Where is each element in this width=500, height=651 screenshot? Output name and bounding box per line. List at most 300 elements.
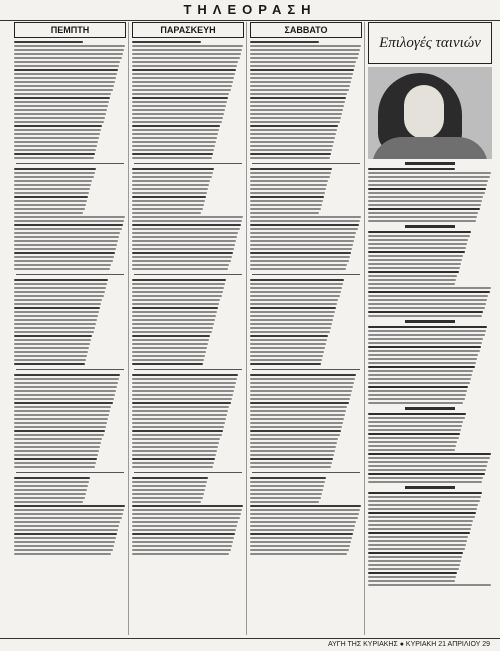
schedule-line xyxy=(132,49,242,51)
schedule-line xyxy=(14,355,87,357)
schedule-line xyxy=(250,133,336,135)
review-line xyxy=(368,425,462,427)
schedule-line xyxy=(250,204,322,206)
schedule-line xyxy=(250,359,322,361)
schedule-line xyxy=(250,117,341,119)
schedule-line xyxy=(250,422,343,424)
schedule-line xyxy=(14,489,87,491)
review-line xyxy=(368,192,485,194)
schedule-line xyxy=(14,208,85,210)
review-line xyxy=(368,378,471,380)
schedule-line xyxy=(14,279,108,281)
review-line xyxy=(368,338,483,340)
schedule-line xyxy=(132,200,205,202)
channel-divider xyxy=(134,472,242,473)
day-header-paraskevi: ΠΑΡΑΣΚΕΥΗ xyxy=(132,22,244,38)
day-header-savvato: ΣΑΒΒΑΤΟ xyxy=(250,22,362,38)
schedule-line xyxy=(132,545,232,547)
schedule-line xyxy=(14,200,87,202)
schedule-line xyxy=(250,497,321,499)
schedule-line xyxy=(14,129,101,131)
schedule-line xyxy=(250,41,319,43)
schedule-line xyxy=(14,446,100,448)
schedule-line xyxy=(14,228,122,230)
schedule-line xyxy=(132,93,229,95)
schedule-line xyxy=(14,323,96,325)
channel-divider xyxy=(134,274,242,275)
review-line xyxy=(368,200,482,202)
schedule-line xyxy=(250,287,342,289)
schedule-line xyxy=(250,446,336,448)
schedule-line xyxy=(132,446,218,448)
schedule-line xyxy=(250,65,355,67)
channel-divider xyxy=(252,472,360,473)
schedule-line xyxy=(250,248,352,250)
schedule-line xyxy=(132,45,243,47)
review-line xyxy=(368,196,483,198)
schedule-line xyxy=(14,256,114,258)
channel-divider xyxy=(134,369,242,370)
schedule-line xyxy=(14,117,105,119)
schedule-line xyxy=(132,303,219,305)
review-line xyxy=(368,524,472,526)
review-line xyxy=(368,449,455,451)
schedule-line xyxy=(132,149,214,151)
review-line xyxy=(368,576,456,578)
schedule-line xyxy=(132,121,222,123)
schedule-line xyxy=(250,260,349,262)
schedule-line xyxy=(14,414,109,416)
schedule-line xyxy=(14,335,92,337)
schedule-line xyxy=(14,137,99,139)
review-line xyxy=(368,560,461,562)
review-line xyxy=(368,283,455,285)
schedule-line xyxy=(250,545,350,547)
schedule-line xyxy=(250,541,351,543)
review-line xyxy=(368,374,472,376)
schedule-line xyxy=(14,291,105,293)
schedule-line xyxy=(132,430,223,432)
schedule-line xyxy=(132,81,233,83)
schedule-line xyxy=(132,462,214,464)
schedule-line xyxy=(14,157,94,159)
schedule-line xyxy=(250,323,332,325)
schedule-line xyxy=(132,176,212,178)
schedule-line xyxy=(132,537,234,539)
schedule-line xyxy=(132,192,207,194)
review-line xyxy=(368,208,480,210)
schedule-line xyxy=(14,521,120,523)
schedule-line xyxy=(250,105,344,107)
schedule-line xyxy=(250,434,340,436)
schedule-line xyxy=(14,73,117,75)
schedule-line xyxy=(250,220,360,222)
schedule-line xyxy=(250,252,351,254)
schedule-line xyxy=(132,85,232,87)
review-line xyxy=(368,247,466,249)
review-line xyxy=(368,267,460,269)
schedule-line xyxy=(132,343,208,345)
column-pempti xyxy=(12,22,129,635)
schedule-line xyxy=(132,180,210,182)
schedule-line xyxy=(250,244,353,246)
schedule-line xyxy=(250,477,326,479)
review-line xyxy=(368,413,466,415)
channel-divider xyxy=(252,369,360,370)
schedule-line xyxy=(250,410,346,412)
review-line xyxy=(368,176,490,178)
review-line xyxy=(368,303,486,305)
review-line xyxy=(368,330,486,332)
schedule-line xyxy=(132,541,233,543)
schedule-line xyxy=(250,315,334,317)
schedule-line xyxy=(14,430,105,432)
schedule-line xyxy=(14,299,102,301)
schedule-line xyxy=(14,386,117,388)
review-line xyxy=(368,334,485,336)
channel-divider xyxy=(16,163,124,164)
schedule-line xyxy=(250,327,331,329)
review-line xyxy=(368,580,455,582)
schedule-line xyxy=(250,402,349,404)
schedule-line xyxy=(250,398,350,400)
schedule-line xyxy=(14,149,96,151)
review-line xyxy=(368,311,483,313)
schedule-line xyxy=(132,172,213,174)
schedule-line xyxy=(14,105,108,107)
schedule-line xyxy=(132,374,238,376)
schedule-line xyxy=(14,410,110,412)
review-line xyxy=(368,441,457,443)
schedule-line xyxy=(250,180,328,182)
schedule-line xyxy=(132,89,231,91)
schedule-line xyxy=(14,529,118,531)
review-line xyxy=(368,350,480,352)
day-subheading xyxy=(405,320,455,323)
schedule-line xyxy=(14,466,95,468)
sidebar-title: Επιλογές ταινιών xyxy=(368,22,492,64)
schedule-line xyxy=(250,537,352,539)
sidebar-text xyxy=(368,162,492,586)
schedule-line xyxy=(132,208,203,210)
schedule-line xyxy=(14,545,114,547)
review-line xyxy=(368,188,486,190)
schedule-line xyxy=(14,438,102,440)
schedule-line xyxy=(14,505,125,507)
review-line xyxy=(368,251,465,253)
schedule-line xyxy=(250,125,338,127)
schedule-line xyxy=(14,454,98,456)
schedule-line xyxy=(132,113,224,115)
schedule-line xyxy=(250,216,361,218)
review-line xyxy=(368,291,490,293)
schedule-line xyxy=(132,549,231,551)
schedule-line xyxy=(14,45,125,47)
schedule-line xyxy=(132,394,233,396)
review-line xyxy=(368,362,476,364)
schedule-line xyxy=(132,525,237,527)
schedule-line xyxy=(14,351,88,353)
schedule-line xyxy=(250,505,361,507)
day-subheading xyxy=(405,225,455,228)
review-line xyxy=(368,504,478,506)
schedule-line xyxy=(14,319,97,321)
review-line xyxy=(368,172,491,174)
schedule-line xyxy=(250,549,349,551)
schedule-line xyxy=(250,438,338,440)
schedule-line xyxy=(250,208,321,210)
schedule-line xyxy=(14,283,107,285)
review-line xyxy=(368,461,488,463)
schedule-line xyxy=(132,311,217,313)
schedule-line xyxy=(132,232,238,234)
schedule-line xyxy=(250,501,319,503)
schedule-line xyxy=(14,485,88,487)
schedule-line xyxy=(250,153,331,155)
schedule-line xyxy=(250,319,333,321)
schedule-line xyxy=(14,442,101,444)
schedule-line xyxy=(14,192,89,194)
schedule-line xyxy=(250,509,360,511)
review-line xyxy=(368,421,463,423)
schedule-line xyxy=(250,268,346,270)
photo-face xyxy=(404,85,444,139)
schedule-line xyxy=(132,256,232,258)
schedule-line xyxy=(14,113,106,115)
review-line xyxy=(368,552,463,554)
schedule-line xyxy=(250,311,335,313)
review-line xyxy=(368,259,462,261)
schedule-line xyxy=(250,97,346,99)
schedule-line xyxy=(132,363,203,365)
schedule-line xyxy=(14,331,94,333)
column-savvato xyxy=(248,22,365,635)
schedule-line xyxy=(250,442,337,444)
schedule-line xyxy=(14,295,104,297)
review-line xyxy=(368,346,481,348)
schedule-line xyxy=(250,77,352,79)
schedule-line xyxy=(132,521,238,523)
schedule-line xyxy=(14,513,123,515)
review-line xyxy=(368,417,465,419)
schedule-line xyxy=(132,331,212,333)
schedule-line xyxy=(250,212,319,214)
schedule-line xyxy=(132,454,216,456)
schedule-line xyxy=(14,196,88,198)
schedule-line xyxy=(14,450,99,452)
schedule-line xyxy=(14,525,119,527)
schedule-line xyxy=(14,549,113,551)
schedule-line xyxy=(132,188,208,190)
schedule-line xyxy=(14,398,114,400)
schedule-line xyxy=(132,355,205,357)
review-line xyxy=(368,212,478,214)
schedule-line xyxy=(14,252,115,254)
schedule-line xyxy=(14,220,124,222)
schedule-line xyxy=(132,450,217,452)
schedule-line xyxy=(132,279,226,281)
schedule-line xyxy=(250,347,325,349)
schedule-line xyxy=(250,462,332,464)
schedule-line xyxy=(132,466,213,468)
schedule-line xyxy=(250,137,335,139)
schedule-line xyxy=(14,458,97,460)
schedule-line xyxy=(14,307,100,309)
schedule-line xyxy=(132,481,207,483)
schedule-line xyxy=(132,109,225,111)
schedule-line xyxy=(250,331,330,333)
schedule-line xyxy=(132,137,217,139)
review-line xyxy=(368,540,467,542)
schedule-line xyxy=(132,378,237,380)
schedule-line xyxy=(14,101,109,103)
schedule-line xyxy=(14,264,111,266)
schedule-line xyxy=(250,184,327,186)
schedule-line xyxy=(132,390,234,392)
schedule-line xyxy=(250,157,330,159)
schedule-line xyxy=(132,248,234,250)
review-line xyxy=(368,548,465,550)
day-subheading xyxy=(405,162,455,165)
schedule-line xyxy=(132,509,242,511)
schedule-line xyxy=(14,57,122,59)
schedule-line xyxy=(14,509,124,511)
schedule-line xyxy=(250,256,350,258)
schedule-line xyxy=(132,386,235,388)
review-line xyxy=(368,564,460,566)
schedule-line xyxy=(250,489,323,491)
schedule-line xyxy=(132,291,223,293)
schedule-line xyxy=(14,188,90,190)
schedule-line xyxy=(250,57,358,59)
schedule-line xyxy=(250,458,333,460)
schedule-line xyxy=(14,477,90,479)
schedule-line xyxy=(132,402,231,404)
schedule-line xyxy=(132,497,203,499)
schedule-line xyxy=(14,224,123,226)
review-line xyxy=(368,536,468,538)
schedule-line xyxy=(132,418,226,420)
schedule-line xyxy=(132,133,218,135)
schedule-line xyxy=(250,533,353,535)
schedule-line xyxy=(132,57,240,59)
review-line xyxy=(368,520,473,522)
schedule-line xyxy=(250,394,351,396)
review-line xyxy=(368,204,481,206)
schedule-line xyxy=(132,236,237,238)
schedule-line xyxy=(14,363,85,365)
review-line xyxy=(368,216,477,218)
schedule-line xyxy=(250,192,325,194)
schedule-line xyxy=(250,406,347,408)
schedule-line xyxy=(250,283,343,285)
schedule-line xyxy=(132,327,213,329)
schedule-line xyxy=(14,402,113,404)
review-line xyxy=(368,544,466,546)
schedule-line xyxy=(132,339,209,341)
schedule-line xyxy=(132,228,240,230)
schedule-line xyxy=(132,204,204,206)
schedule-line xyxy=(14,339,91,341)
schedule-line xyxy=(132,145,215,147)
schedule-line xyxy=(250,414,345,416)
schedule-line xyxy=(132,117,223,119)
schedule-line xyxy=(250,196,324,198)
day-header-pempti: ΠΕΜΠΤΗ xyxy=(14,22,126,38)
schedule-line xyxy=(14,481,89,483)
channel-divider xyxy=(16,472,124,473)
channel-divider xyxy=(16,274,124,275)
schedule-line xyxy=(132,61,238,63)
page-footer: ΑΥΓΗ ΤΗΣ ΚΥΡΙΑΚΗΣ ● ΚΥΡΙΑΚΗ 21 ΑΠΡΙΛΙΟΥ 29 xyxy=(0,638,500,651)
schedule-line xyxy=(14,394,115,396)
review-line xyxy=(368,508,477,510)
schedule-line xyxy=(14,236,119,238)
review-line xyxy=(368,235,470,237)
schedule-line xyxy=(14,180,92,182)
schedule-line xyxy=(250,279,344,281)
schedule-line xyxy=(132,105,226,107)
schedule-line xyxy=(132,315,216,317)
review-line xyxy=(368,184,487,186)
schedule-line xyxy=(250,307,336,309)
schedule-line xyxy=(132,196,206,198)
review-line xyxy=(368,516,475,518)
schedule-line xyxy=(14,125,102,127)
schedule-line xyxy=(132,244,235,246)
schedule-line xyxy=(14,204,86,206)
schedule-line xyxy=(14,172,95,174)
schedule-line xyxy=(132,493,204,495)
schedule-line xyxy=(132,69,236,71)
schedule-line xyxy=(132,319,215,321)
schedule-line xyxy=(14,141,98,143)
review-line xyxy=(368,382,470,384)
schedule-line xyxy=(132,529,236,531)
schedule-line xyxy=(14,184,91,186)
review-line xyxy=(368,358,477,360)
review-line xyxy=(368,445,456,447)
schedule-line xyxy=(250,89,349,91)
schedule-line xyxy=(14,212,83,214)
review-line xyxy=(368,263,461,265)
schedule-line xyxy=(132,97,228,99)
schedule-line xyxy=(14,81,115,83)
schedule-line xyxy=(14,406,111,408)
schedule-line xyxy=(14,53,123,55)
review-line xyxy=(368,512,476,514)
schedule-line xyxy=(132,553,229,555)
schedule-line xyxy=(14,434,104,436)
schedule-line xyxy=(250,109,343,111)
schedule-line xyxy=(250,426,342,428)
review-line xyxy=(368,299,487,301)
review-line xyxy=(368,481,482,483)
schedule-line xyxy=(14,390,116,392)
schedule-line xyxy=(250,335,328,337)
review-line xyxy=(368,307,485,309)
schedule-line xyxy=(14,493,86,495)
schedule-line xyxy=(14,517,122,519)
schedule-line xyxy=(250,49,360,51)
schedule-line xyxy=(132,268,228,270)
schedule-line xyxy=(14,359,86,361)
review-line xyxy=(368,477,483,479)
schedule-line xyxy=(132,287,224,289)
schedule-line xyxy=(14,497,85,499)
review-line xyxy=(368,255,463,257)
schedule-line xyxy=(250,351,324,353)
